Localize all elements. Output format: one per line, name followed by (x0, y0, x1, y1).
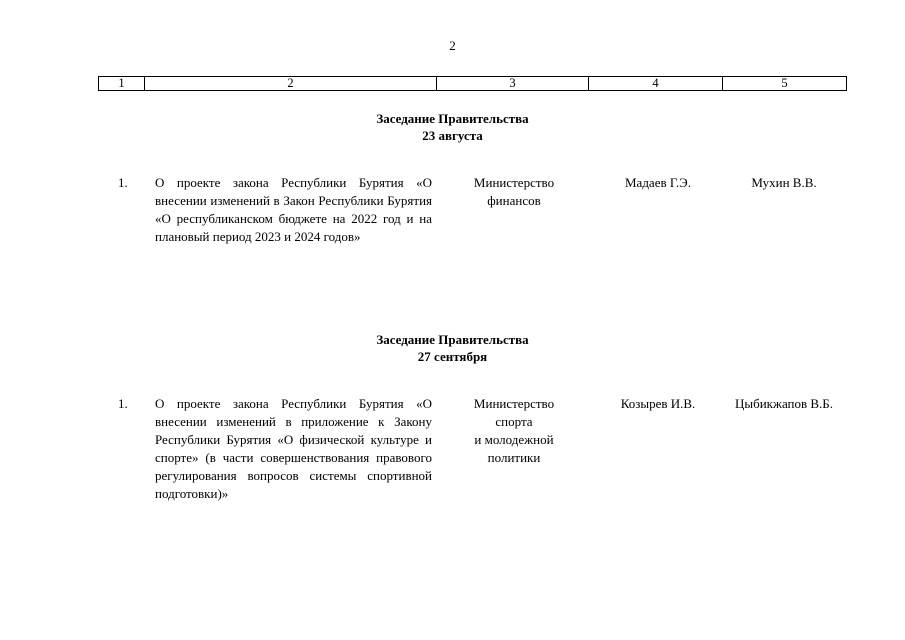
section-title (0, 331, 905, 365)
header-row (99, 77, 847, 91)
header-cell-1: 1 (99, 77, 145, 91)
ministry-line: политики (487, 450, 541, 465)
item-responsible: Мадаев Г.Э. (624, 175, 691, 190)
ministry-line: спорта (495, 414, 533, 429)
section-title (0, 110, 905, 144)
item-curator: Мухин В.В. (751, 175, 817, 190)
section-title-heading: Заседание Правительства (376, 332, 529, 347)
section-title-date: 23 августа (422, 128, 483, 143)
ministry-line: Министерство (473, 175, 555, 190)
ministry-line: Министерство (473, 396, 555, 411)
header-cell-4: 4 (589, 77, 723, 91)
page-number: 2 (449, 38, 456, 53)
item-ministry (458, 174, 570, 210)
item-number: 1. (118, 175, 128, 190)
header-cell-3: 3 (437, 77, 589, 91)
item-title: О проекте закона Республики Бурятия «О внесении изменений в приложение к Закону Республики Бурятия «О физической культуре и спорте» (в части совершенствования правового регулирования вопросов системы спортивной подготовки)» (155, 396, 432, 501)
column-number-header (98, 76, 847, 91)
item-ministry (458, 395, 570, 467)
item-number: 1. (118, 396, 128, 411)
section-title-heading: Заседание Правительства (376, 111, 529, 126)
section-title-date: 27 сентября (417, 349, 488, 364)
ministry-line: финансов (487, 193, 541, 208)
header-cell-2: 2 (145, 77, 437, 91)
item-curator: Цыбикжапов В.Б. (734, 396, 834, 411)
header-cell-5: 5 (723, 77, 847, 91)
item-title: О проекте закона Республики Бурятия «О внесении изменений в Закон Республики Бурятия «О республиканском бюджете на 2022 год и на плановый период 2023 и 2024 годов» (155, 175, 432, 244)
ministry-line: и молодежной (474, 432, 554, 447)
item-responsible: Козырев И.В. (620, 396, 696, 411)
